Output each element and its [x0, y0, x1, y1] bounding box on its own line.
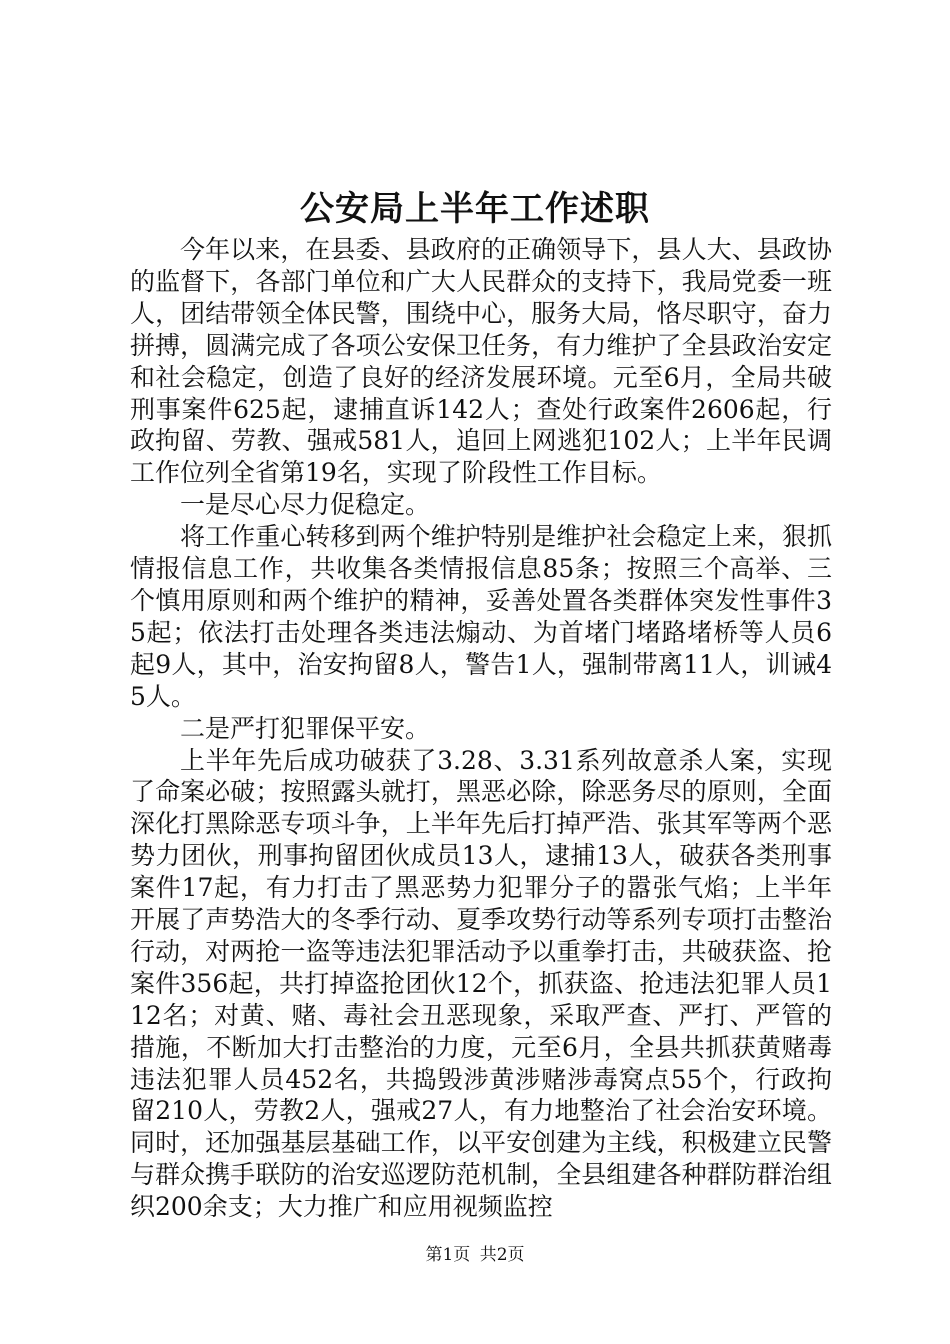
section-heading-1: 一是尽心尽力促稳定。: [180, 490, 431, 520]
paragraph-crackdown: 上半年先后成功破获了3.28、3.31系列故意杀人案，实现了命案必破；按照露头就打，黑恶必除，除恶务尽的原则，全面深化打黑除恶专项斗争，上半年先后打掉严浩、张其军等两个恶势力团伙，刑事拘留团伙成员13人，逮捕13人，破获各类刑事案件17起，有力打击了黑恶势力犯罪分子的嚣张气焰；上半年开展了声势浩大的冬季行动、夏季攻势行动等系列专项打击整治行动，对两抢一盗等违法犯罪活动予以重拳打击，共破获盗、抢案件356起，共打掉盗抢团伙12个，抓获盗、抢违法犯罪人员112名；对黄、赌、毒社会丑恶现象，采取严查、严打、严管的措施，不断加大打击整治的力度，元至6月，全县共抓获黄赌毒违法犯罪人员452名，共捣毁涉黄涉赌涉毒窝点55个，行政拘留210人，劳教2人，强戒27人，有力地整治了社会治安环境。同时，还加强基层基础工作，以平安创建为主线，积极建立民警与群众携手联防的治安巡逻防范机制，全县组建各种群防群治组织200余支；大力推广和应用视频监控: [130, 745, 832, 1222]
page-total: 共2页: [479, 1245, 525, 1265]
paragraph-intro: 今年以来，在县委、县政府的正确领导下，县人大、县政协的监督下，各部门单位和广大人民群众的支持下，我局党委一班人，团结带领全体民警，围绕中心，服务大局，恪尽职守，奋力拼搏，圆满完成了各项公安保卫任务，有力维护了全县政治安定和社会稳定，创造了良好的经济发展环境。元至6月，全局共破刑事案件625起，逮捕直诉142人；查处行政案件2606起，行政拘留、劳教、强戒581人，追回上网逃犯102人；上半年民调工作位列全省第19名，实现了阶段性工作目标。: [130, 235, 832, 488]
section-heading-2: 二是严打犯罪保平安。: [180, 713, 431, 743]
paragraph-stability: 将工作重心转移到两个维护特别是维护社会稳定上来，狠抓情报信息工作，共收集各类情报信息85条；按照三个高举、三个慎用原则和两个维护的精神，妥善处置各类群体突发性事件35起；依法打击处理各类违法煽动、为首堵门堵路堵桥等人员6起9人，其中，治安拘留8人，警告1人，强制带离11人，训诫45人。: [130, 522, 832, 711]
page-number: 第1页: [425, 1245, 471, 1265]
page-footer: [0, 1244, 950, 1266]
document-title: 公安局上半年工作述职: [300, 189, 650, 229]
document-body: [130, 234, 832, 1223]
